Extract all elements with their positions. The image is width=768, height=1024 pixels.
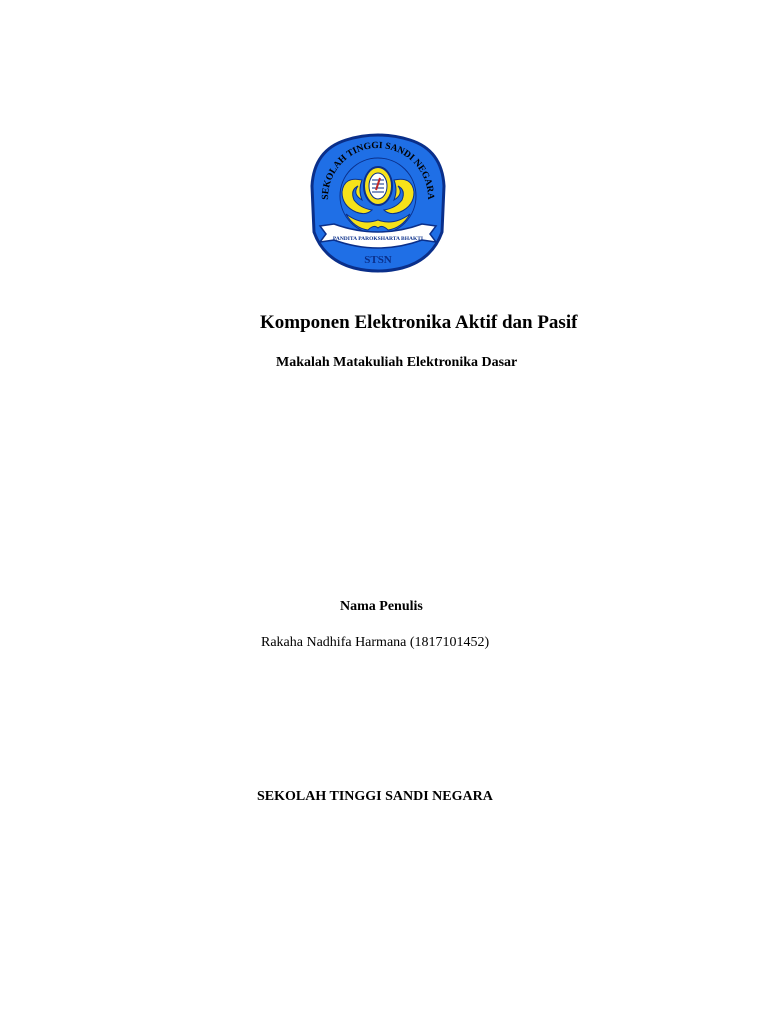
institution-name: SEKOLAH TINGGI SANDI NEGARA [257,789,493,804]
logo-abbreviation: STSN [364,254,392,266]
document-subtitle: Makalah Matakuliah Elektronika Dasar [276,355,518,370]
author-heading: Nama Penulis [340,599,423,614]
logo-motto-text: PANDITA PAROKSHARTA BHAKTI [332,236,424,242]
stsn-logo-emblem [306,128,450,276]
logo-ring-text: SEKOLAH TINGGI SANDI NEGARA [320,140,436,200]
document-title: Komponen Elektronika Aktif dan Pasif [260,312,578,333]
author-name: Rakaha Nadhifa Harmana (1817101452) [261,635,490,650]
